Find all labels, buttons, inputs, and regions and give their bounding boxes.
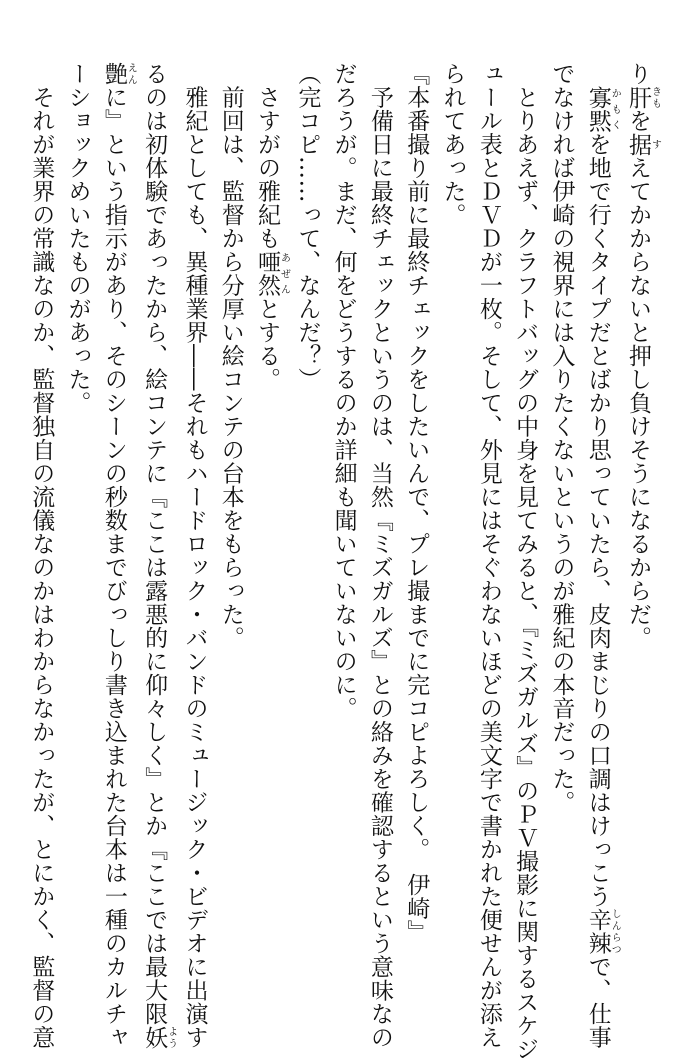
furigana: かもく	[609, 85, 621, 133]
ruby-base: 妖	[141, 1025, 168, 1049]
text-line	[362, 62, 398, 1049]
text-segment: るのは初体験であったから、絵コンテに『ここは露悪的に仰々しく』とか『ここでは最大限	[141, 62, 168, 1026]
ruby-base: 辛辣	[584, 908, 611, 955]
text-line	[136, 62, 177, 1049]
text-segment: 『本番撮り前に最終チェックをしたいんで、プレ撮までに完コピよろしく。 伊崎』	[403, 62, 430, 944]
text-segment: を地で行くタイプだとばかり思っていたら、皮肉まじりの口調はけっこう	[584, 132, 611, 908]
ruby-base: 艶	[100, 62, 127, 86]
ruby-word	[141, 1025, 177, 1050]
text-segment: ーショックめいたものがあった。	[64, 62, 91, 415]
text-segment: ュール表とＤＶＤが一枚。そして、外見にはそぐわないほどの美文字で書かれた便せんが添え	[475, 62, 502, 1049]
text-line	[620, 62, 660, 982]
text-segment: 予備日に最終チェックというのは、当然『ミズガルズ』との絡みを確認するという意味なの	[366, 62, 393, 1049]
furigana: しんらつ	[609, 908, 621, 955]
furigana: えん	[125, 62, 137, 86]
text-segment: さすがの雅紀も	[254, 62, 281, 250]
text-segment: を	[625, 109, 651, 133]
text-segment: それが業界の常識なのか、監督独自の流儀なのかはわからなかったが、とにかく、監督の意	[28, 62, 55, 1049]
text-line	[23, 62, 59, 1049]
text-line	[325, 62, 361, 982]
text-line	[249, 62, 289, 982]
furigana: あぜん	[278, 250, 290, 297]
text-segment: 雅紀としても、異種業界――それもハードロック・バンドのミュージック・ビデオに出演す	[181, 62, 208, 1049]
text-line	[507, 62, 543, 1061]
text-line	[96, 62, 137, 1049]
text-segment: えてかからないと押し負けそうになるからだ。	[625, 156, 651, 650]
text-line	[398, 62, 434, 982]
ruby-base: 唖然	[254, 250, 281, 297]
text-line	[579, 62, 621, 1049]
text-segment: とりあえず、クラフトバッグの中身を見てみると、『ミズガルズ』のＰＶ撮影に関するスケジ	[512, 62, 539, 1061]
ruby-base: 肝	[625, 85, 651, 109]
text-segment	[585, 62, 611, 86]
text-segment: に』という指示があり、そのシーンの秒数までびっしり書き込まれた台本は一種のカルチャ	[100, 85, 127, 1049]
ruby-word	[254, 250, 290, 297]
text-segment: られてあった。	[439, 62, 466, 227]
text-line	[212, 62, 248, 982]
ruby-word	[584, 908, 621, 955]
text-segment: 前回は、監督から分厚い絵コンテの台本をもらった。	[217, 62, 244, 650]
text-line	[176, 62, 212, 1049]
text-segment: （完コピ……って、なんだ？）	[294, 62, 321, 391]
ruby-word	[625, 85, 661, 110]
text-segment: でなければ伊崎の視界には入りたくないというのが雅紀の本音だった。	[548, 62, 575, 814]
furigana: よう	[165, 1025, 177, 1049]
text-segment: とする。	[254, 297, 281, 391]
furigana: きも	[649, 85, 661, 109]
ruby-base: 据	[625, 132, 651, 156]
furigana: す	[649, 132, 661, 156]
text-line	[434, 62, 470, 982]
ruby-word	[100, 62, 137, 86]
text-line	[471, 62, 507, 1049]
text-segment: で、仕事	[584, 955, 611, 1049]
ruby-word	[584, 85, 621, 133]
ruby-word	[625, 132, 661, 157]
vertical-text-body	[28, 62, 661, 1061]
text-line	[59, 62, 95, 982]
ruby-base: 寡黙	[584, 85, 611, 133]
text-segment: り	[625, 62, 651, 86]
text-segment: だろうが。まだ、何をどうするのか詳細も聞いていないのに。	[330, 62, 357, 720]
text-line	[289, 62, 325, 982]
text-line	[543, 62, 579, 982]
